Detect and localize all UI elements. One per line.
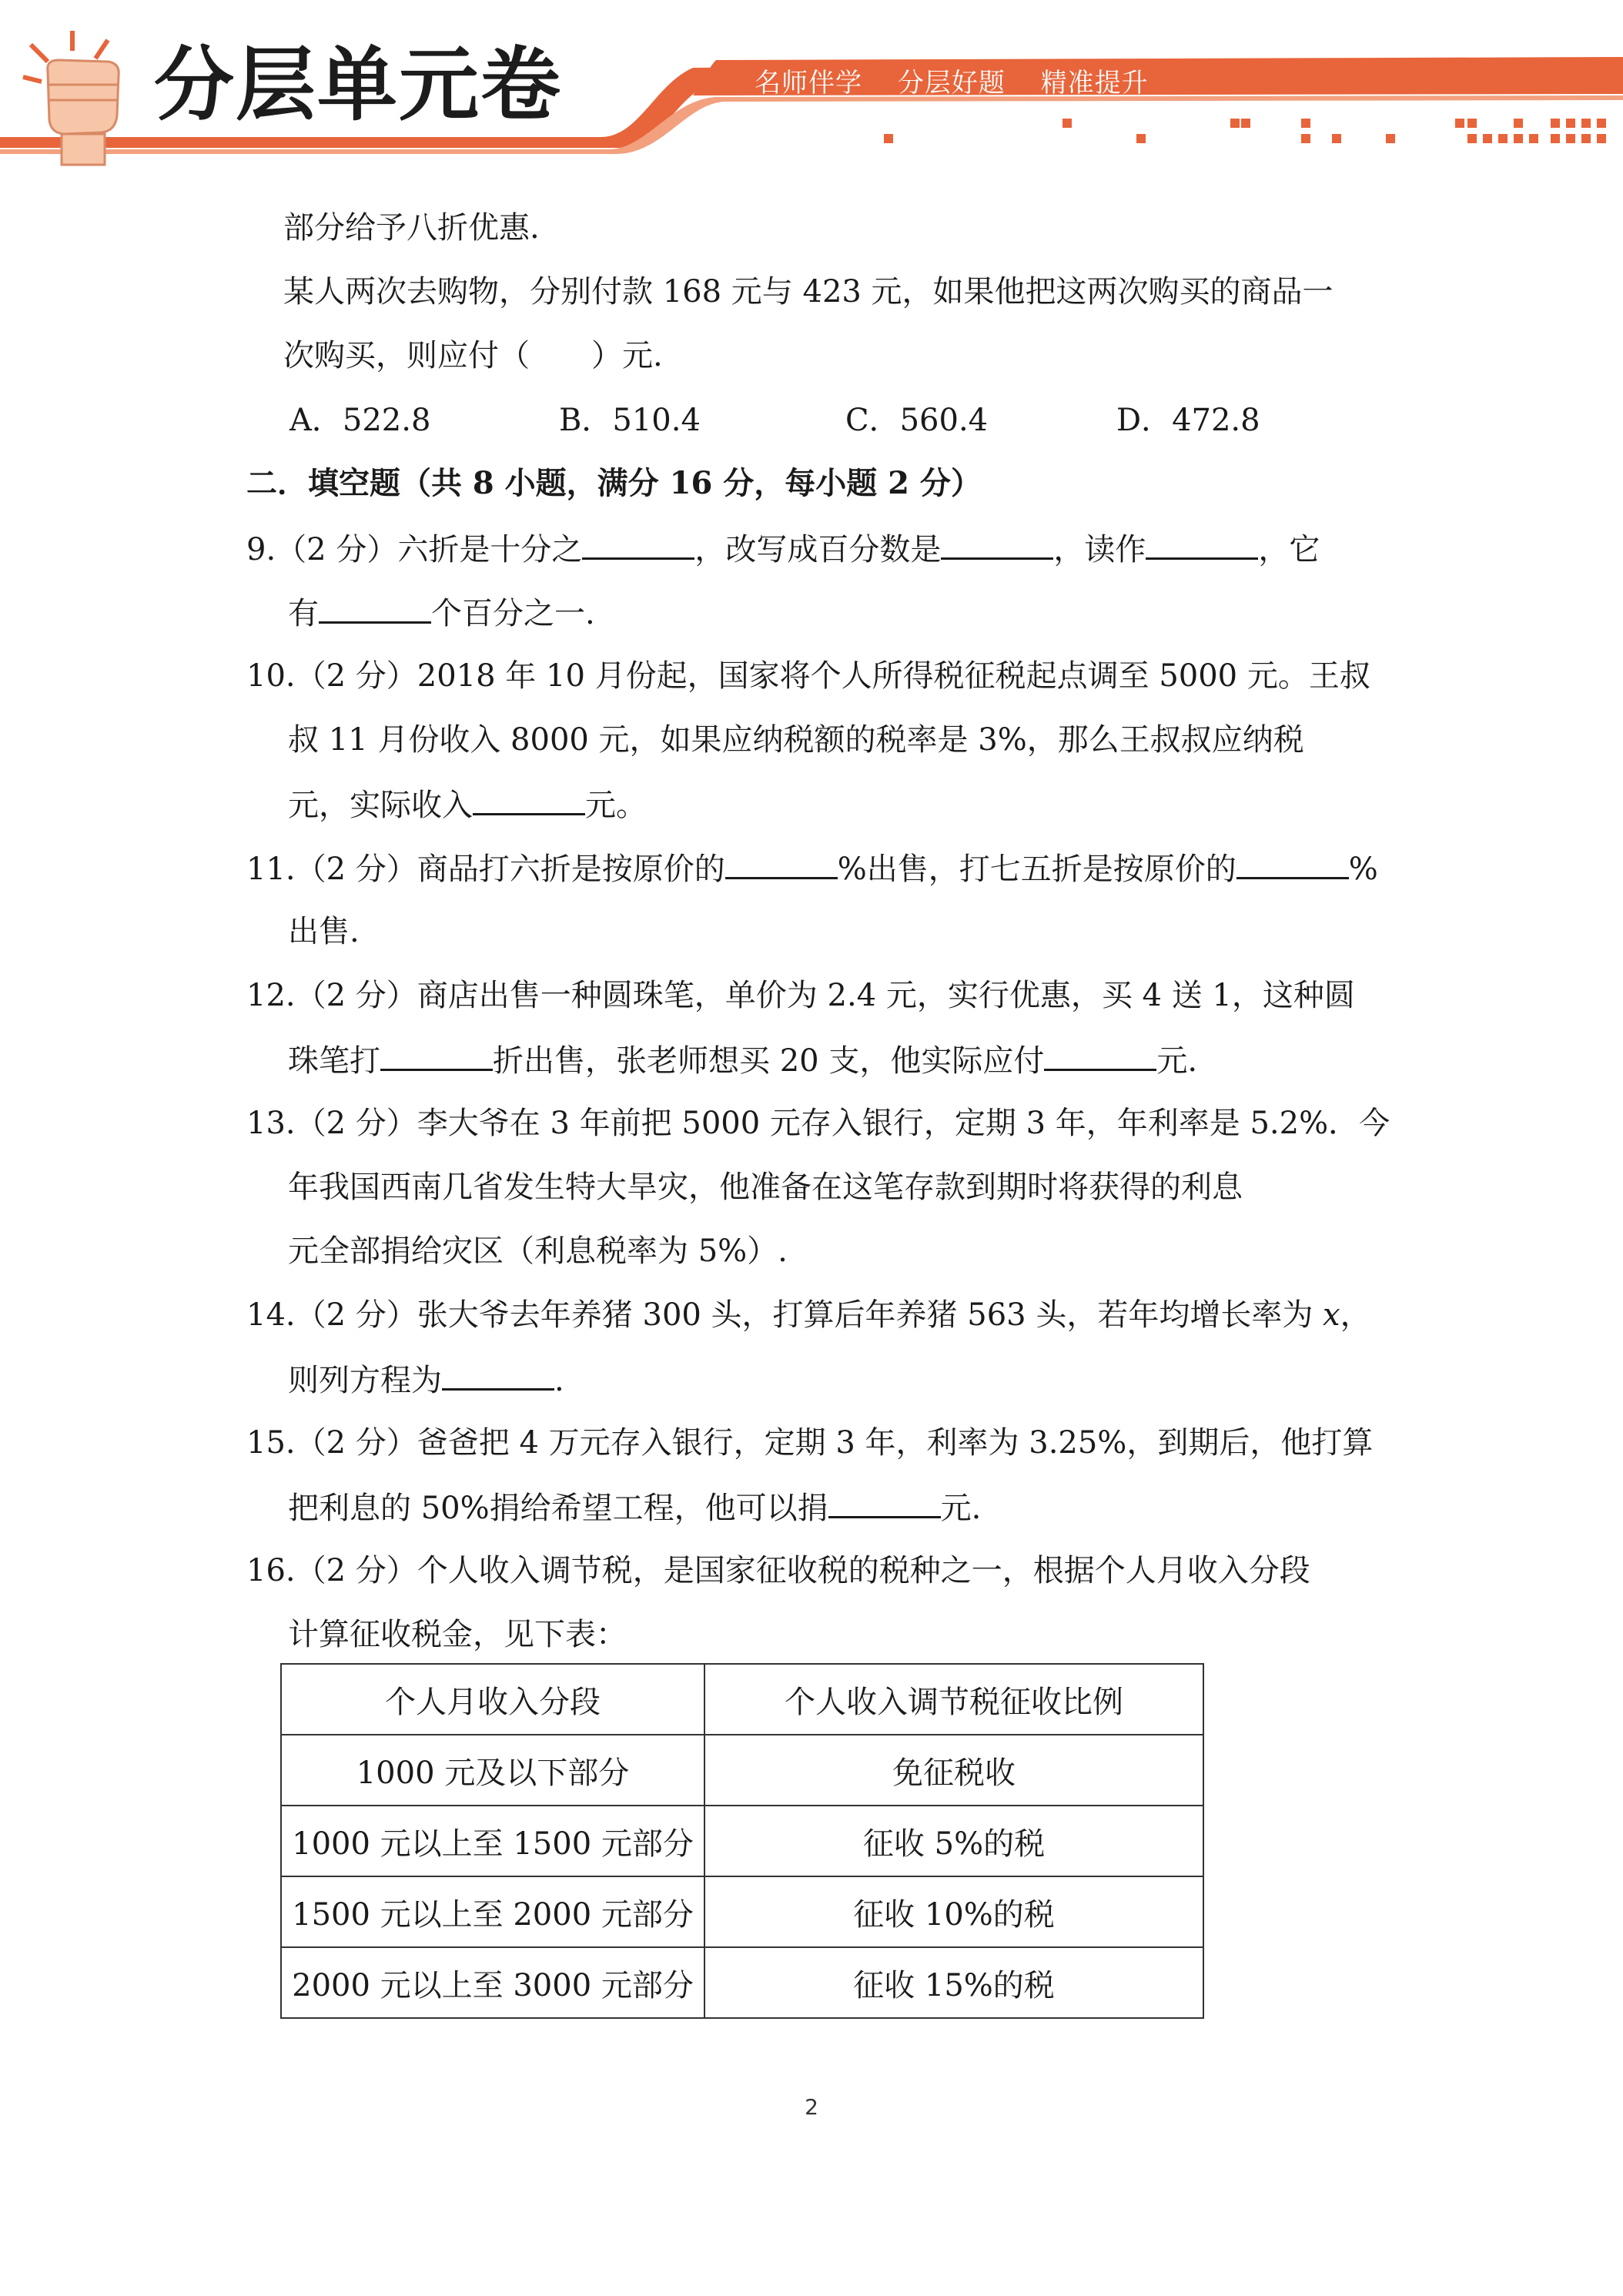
q11-line-2: 出售. bbox=[288, 914, 360, 949]
q8-line-1: 部分给予八折优惠. bbox=[283, 210, 540, 246]
table-cell: 征收 5%的税 bbox=[704, 1806, 1203, 1876]
table-cell: 1000 元以上至 1500 元部分 bbox=[281, 1806, 704, 1876]
header-slogan bbox=[755, 62, 1175, 99]
table-row bbox=[281, 1876, 1203, 1947]
answer-blank[interactable] bbox=[582, 530, 694, 560]
table-header-cell: 个人月收入分段 bbox=[281, 1664, 704, 1735]
table-cell: 1500 元以上至 2000 元部分 bbox=[281, 1876, 704, 1947]
answer-blank[interactable] bbox=[1236, 849, 1349, 879]
series-title: 分层单元卷 bbox=[154, 38, 563, 132]
q10-line-2: 叔 11 月份收入 8000 元，如果应纳税额的税率是 3%，那么王叔叔应纳税 bbox=[288, 722, 1304, 758]
table-row bbox=[281, 1735, 1203, 1806]
q9-line-2: 有 个百分之一. bbox=[288, 594, 595, 632]
q16-line-2: 计算征收税金，见下表： bbox=[288, 1617, 627, 1652]
q12-line-1: 12.（2 分）商店出售一种圆珠笔，单价为 2.4 元，实行优惠，买 4 送 1，这种圆 bbox=[246, 978, 1355, 1013]
q12-line-2: 珠笔打 折出售，张老师想买 20 支，他实际应付 元. bbox=[288, 1041, 1197, 1079]
q15-line-1: 15.（2 分）爸爸把 4 万元存入银行，定期 3 年，利率为 3.25%，到期后，他打算 bbox=[246, 1425, 1374, 1461]
q9-line-1: 9.（2 分）六折是十分之 ，改写成百分数是 ，读作 ，它 bbox=[246, 530, 1320, 568]
answer-blank[interactable] bbox=[828, 1488, 941, 1518]
answer-blank[interactable] bbox=[725, 849, 838, 879]
table-cell: 征收 15%的税 bbox=[704, 1947, 1203, 2018]
table-cell: 免征税收 bbox=[704, 1735, 1203, 1806]
q13-line-2: 年我国西南几省发生特大旱灾，他准备在这笔存款到期时将获得的利息 bbox=[288, 1170, 1243, 1205]
answer-blank[interactable] bbox=[941, 530, 1053, 560]
table-row bbox=[281, 1947, 1203, 2018]
q8-option-d: D．472.8 bbox=[1116, 403, 1260, 438]
table-header-row bbox=[281, 1664, 1203, 1735]
answer-blank[interactable] bbox=[319, 594, 431, 624]
section-title: 二．填空题（共 8 小题，满分 16 分，每小题 2 分） bbox=[246, 465, 982, 501]
page-number: 2 bbox=[805, 2094, 818, 2120]
slogan-item: 名师伴学 bbox=[755, 68, 862, 99]
q14-line-1: 14.（2 分）张大爷去年养猪 300 头，打算后年养猪 563 头，若年均增长率为 x， bbox=[246, 1297, 1371, 1333]
q10-line-1: 10.（2 分）2018 年 10 月份起，国家将个人所得税征税起点调至 5000 元。王叔 bbox=[246, 658, 1370, 694]
q8-line-3: 次购买，则应付（ ）元. bbox=[283, 338, 663, 373]
q14-line-2: 则列方程为 . bbox=[288, 1361, 564, 1399]
answer-blank[interactable] bbox=[473, 785, 585, 815]
q11-line-1: 11.（2 分）商品打六折是按原价的 %出售，打七五折是按原价的 % bbox=[246, 849, 1378, 888]
q8-option-a: A．522.8 bbox=[289, 403, 431, 438]
q8-option-b: B．510.4 bbox=[559, 403, 701, 438]
table-cell: 征收 10%的税 bbox=[704, 1876, 1203, 1947]
page-header bbox=[0, 0, 1623, 177]
q8-option-c: C．560.4 bbox=[845, 403, 989, 438]
q8-line-2: 某人两次去购物，分别付款 168 元与 423 元，如果他把这两次购买的商品一 bbox=[283, 274, 1334, 310]
table-row bbox=[281, 1806, 1203, 1876]
answer-blank[interactable] bbox=[1146, 530, 1258, 560]
slogan-item: 分层好题 bbox=[897, 68, 1006, 99]
answer-blank[interactable] bbox=[1044, 1041, 1156, 1071]
q13-line-3: 元全部捐给灾区（利息税率为 5%）. bbox=[288, 1233, 788, 1269]
answer-blank[interactable] bbox=[442, 1361, 554, 1391]
tax-rate-table bbox=[280, 1663, 1204, 2019]
q15-line-2: 把利息的 50%捐给希望工程，他可以捐 元. bbox=[288, 1488, 981, 1527]
slogan-item: 精准提升 bbox=[1040, 68, 1149, 99]
q13-line-1: 13.（2 分）李大爷在 3 年前把 5000 元存入银行，定期 3 年，年利率是 5.2%．今 bbox=[246, 1106, 1390, 1141]
table-header-cell: 个人收入调节税征收比例 bbox=[704, 1664, 1203, 1735]
table-cell: 1000 元及以下部分 bbox=[281, 1735, 704, 1806]
q10-line-3: 元，实际收入 元。 bbox=[288, 785, 647, 824]
answer-blank[interactable] bbox=[380, 1041, 493, 1071]
variable-x: x bbox=[1323, 1297, 1340, 1333]
q16-line-1: 16.（2 分）个人收入调节税，是国家征收税的税种之一，根据个人月收入分段 bbox=[246, 1553, 1310, 1588]
table-cell: 2000 元以上至 3000 元部分 bbox=[281, 1947, 704, 2018]
